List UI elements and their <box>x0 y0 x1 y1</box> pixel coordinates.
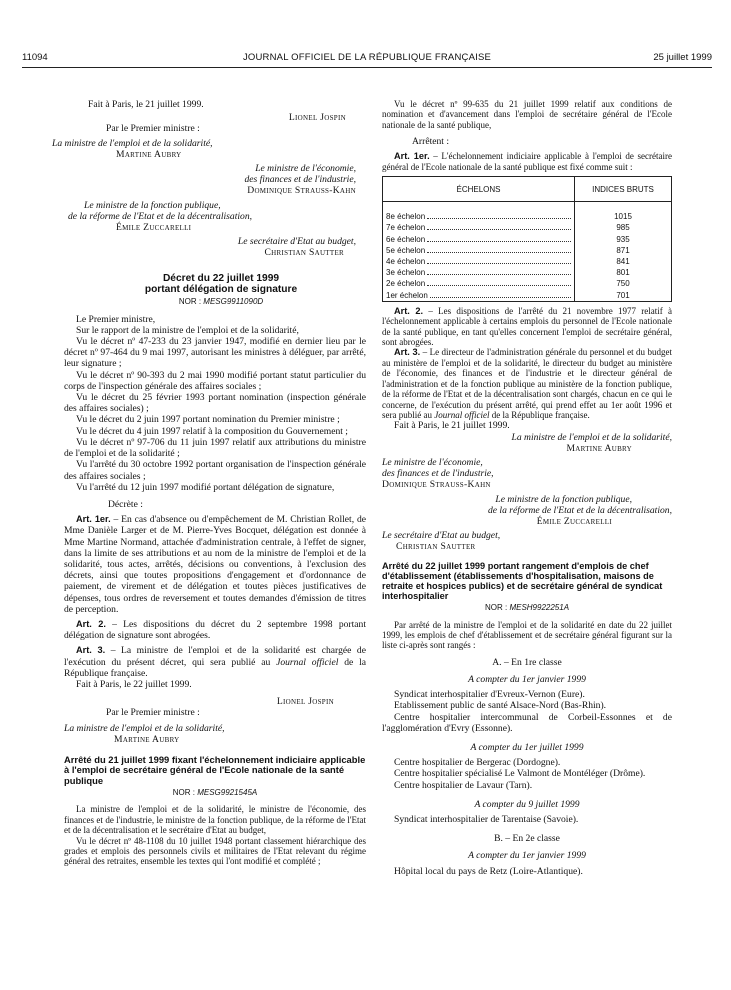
signatory-name: Christian Sautter <box>264 247 344 259</box>
echelon-cell: 6e échelon <box>386 234 426 244</box>
article-text: de la République française. <box>489 409 590 420</box>
issue-date: 25 juillet 1999 <box>653 52 712 63</box>
vu-decret: Vu le décret nº 99-635 du 21 juillet 1999 relatif aux conditions de nomination et d'avancement dans l'emploi de secrétaire général de l'Ecole nationale de la santé publique, <box>382 99 672 130</box>
signature-line: de la réforme de l'Etat et de la décentralisation, <box>487 504 672 516</box>
signature-line: de la réforme de l'Etat et de la décentralisation, <box>68 210 253 222</box>
class-heading: B. – En 2e classe <box>494 833 560 845</box>
arrete-para: La ministre de l'emploi et de la solidarité, le ministre de l'économie, des finances et de l'industrie, le ministre de la fonction publique, de la réforme de l'Etat et de la décentralisation et le secrétaire d'Etat au budget, <box>64 804 366 836</box>
arretent: Arrêtent : <box>412 136 450 148</box>
article-text: – Les dispositions du décret du 2 septembre 1998 portant délégation de signature sont abrogées. <box>64 618 366 642</box>
journal-title: JOURNAL OFFICIEL DE LA RÉPUBLIQUE FRANÇAISE <box>242 52 492 63</box>
effective-date: A compter du 9 juillet 1999 <box>474 798 580 810</box>
list-item: Hôpital local du pays de Retz (Loire-Atlantique). <box>394 865 583 877</box>
article-label: Art. 2. <box>394 305 424 316</box>
signature-line: des finances et de l'industrie, <box>382 468 494 480</box>
signatory-name: Dominique Strauss-Kahn <box>382 479 491 491</box>
decree-para: Vu le décret nº 90-393 du 2 mai 1990 modifié portant statut particulier du corps de l'inspection générale des affaires sociales ; <box>64 369 366 392</box>
table-row <box>383 222 672 233</box>
echelon-cell: 3e échelon <box>386 268 426 278</box>
article-text: – Le directeur de l'administration générale du personnel et du budget au ministère de l'emploi et de la solidarité, le directeur du budget au ministère de l'économie, des finances et de l'industrie et le directeur général de l'administration et de la fonction publique au ministère de la fonction publique, de la réforme de l'Etat et de la décentralisation sont chargés, chacun en ce qui le concerne, de l'exécution du présent arrêté, qui prend effet au 1er août 1996 et sera publié au <box>382 347 672 420</box>
decree-para: Vu l'arrêté du 30 octobre 1992 portant organisation de l'inspection générale des affaires sociales ; <box>64 459 366 482</box>
signatory-name: Dominique Strauss-Kahn <box>247 185 356 197</box>
article-2 <box>382 306 672 348</box>
col-header-echelons: ÉCHELONS <box>383 177 575 202</box>
signature-line: Le secrétaire d'Etat au budget, <box>237 236 356 248</box>
indice-cell: 750 <box>575 278 672 289</box>
decree-para: Vu le décret du 2 juin 1997 portant nomination du Premier ministre ; <box>76 414 340 426</box>
echelon-cell: 5e échelon <box>386 245 426 255</box>
signatory-name: Martine Aubry <box>566 442 632 454</box>
list-item: Centre hospitalier de Bergerac (Dordogne). <box>394 757 561 769</box>
table-row <box>383 202 672 223</box>
nor-reference <box>64 787 366 798</box>
indice-cell: 701 <box>575 290 672 302</box>
signatory-name: Martine Aubry <box>114 733 180 745</box>
right-column <box>382 99 672 877</box>
left-column <box>52 99 366 867</box>
indice-cell: 985 <box>575 222 672 233</box>
signature-line: Par le Premier ministre : <box>106 707 200 719</box>
article-1 <box>64 514 366 615</box>
indice-cell: 801 <box>575 267 672 278</box>
table-row <box>383 234 672 245</box>
article-1 <box>382 151 672 172</box>
decrete: Décrète : <box>108 498 143 510</box>
nor-label: NOR : <box>172 788 195 798</box>
indice-cell: 1015 <box>575 202 672 223</box>
table-row <box>383 245 672 256</box>
signature-line: Le ministre de la fonction publique, <box>495 493 632 505</box>
article-text: de la République française. <box>64 656 366 679</box>
arrete-para: Vu le décret nº 48-1108 du 10 juillet 1948 portant classement hiérarchique des grades et emplois des personnels civils et militaires de l'Etat relevant du régime général des retraites, ensemble les textes qui l'ont modifié et complété ; <box>64 835 366 867</box>
signature-line: des finances et de l'industrie, <box>244 174 356 186</box>
effective-date: A compter du 1er janvier 1999 <box>468 674 586 685</box>
effective-date: A compter du 1er janvier 1999 <box>468 850 586 862</box>
indice-cell: 841 <box>575 256 672 267</box>
article-label: Art. 1er. <box>76 514 111 525</box>
arrete-para: Par arrêté de la ministre de l'emploi et de la solidarité en date du 22 juillet 1999, les emplois de chef d'établissement et de secrétaire général figurant sur la liste ci-après sont rangés : <box>382 619 672 651</box>
decree-para: Vu le décret du 25 février 1993 portant nomination (inspection générale des affaires sociales) ; <box>64 392 366 415</box>
journal-ref: Journal officiel <box>434 409 490 420</box>
nor-code: MESG9921545A <box>197 788 258 798</box>
signature-date: Fait à Paris, le 22 juillet 1999. <box>76 678 192 690</box>
signature-line: Le secrétaire d'Etat au budget, <box>382 530 501 542</box>
decree-title-line: portant délégation de signature <box>144 284 298 296</box>
decree-para: Vu le décret nº 47-233 du 23 janvier 1947, modifié en dernier lieu par le décret nº 97-464 du 9 mai 1997, autorisant les ministres à déléguer, par arrêté, leur signature ; <box>64 336 366 370</box>
class-heading: A. – En 1re classe <box>492 656 562 668</box>
signatory-name: Lionel Jospin <box>288 112 346 124</box>
signature-date: Fait à Paris, le 21 juillet 1999. <box>394 420 510 432</box>
indice-cell: 871 <box>575 245 672 256</box>
list-item: Syndicat interhospitalier d'Evreux-Vernon (Eure). <box>394 689 585 701</box>
nor-code: MESG9911090D <box>203 297 264 307</box>
nor-reference <box>382 602 672 613</box>
echelon-cell: 1er échelon <box>386 290 428 300</box>
signature-line: Le ministre de la fonction publique, <box>84 199 221 211</box>
effective-date: A compter du 1er juillet 1999 <box>470 742 584 754</box>
nor-reference <box>76 296 366 307</box>
decree-para: Le Premier ministre, <box>76 313 156 325</box>
decree-title-line: Décret du 22 juillet 1999 <box>162 272 280 284</box>
signatory-name: Lionel Jospin <box>276 696 334 708</box>
arrete-title: Arrêté du 22 juillet 1999 portant rangement d'emplois de chef d'établissement (établissements d'hospitalisation, maisons de retraite et hospices publics) et de secrétaire général de syndicat interhospitalier <box>382 560 663 602</box>
header-rule <box>22 67 712 68</box>
echelons-table <box>382 176 672 302</box>
col-header-indices: INDICES BRUTS <box>575 177 672 202</box>
article-label: Art. 1er. <box>394 151 430 162</box>
arrete-title: Arrêté du 21 juillet 1999 fixant l'échelonnement indiciaire applicable à l'emploi de secrétaire général de l'Ecole nationale de la santé publique <box>64 753 366 786</box>
signatory-name: Martine Aubry <box>116 148 182 160</box>
article-text: – La ministre de l'emploi et de la solidarité est chargée de l'exécution du présent décret, qui sera publié au <box>64 645 366 668</box>
signatory-name: Christian Sautter <box>396 541 476 553</box>
echelon-cell: 4e échelon <box>386 257 426 267</box>
list-item: Centre hospitalier spécialisé Le Valmont de Montéléger (Drôme). <box>394 768 646 780</box>
list-item: Centre hospitalier intercommunal de Corbeil-Essonnes et de l'agglomération d'Evry (Essonne). <box>382 711 672 734</box>
article-text: – En cas d'absence ou d'empêchement de M. Christian Rollet, de Mme Danièle Larger et de M. Pierre-Yves Bocquet, délégation est donnée à Mme Martine Normand, attachée d'administration centrale, à l'effet de signer, dans la limite de ses attributions et au nom de la ministre de l'emploi et de la solidarité, tous actes, arrêtés, décisions ou conventions, à l'exclusion des décrets, ainsi que toutes propositions d'engagement et d'ordonnance de paiement, de virement et de délégation et toutes pièces justificatives de dépenses, tous ordres de reversement et toutes demandes d'émission de titres de perception. <box>64 514 366 615</box>
table-row <box>383 267 672 278</box>
list-item: Syndicat interhospitalier de Tarentaise (Savoie). <box>394 814 579 826</box>
article-2 <box>64 619 366 641</box>
article-label: Art. 3. <box>76 645 106 656</box>
article-label: Art. 2. <box>76 618 106 629</box>
signature-line: Le ministre de l'économie, <box>255 163 356 175</box>
indice-cell: 935 <box>575 234 672 245</box>
article-text: – L'échelonnement indiciaire applicable à l'emploi de secrétaire général de l'Ecole nationale de la santé publique est fixé comme suit : <box>382 151 672 172</box>
echelon-cell: 7e échelon <box>386 223 426 233</box>
signatory-name: Émile Zuccarelli <box>116 222 192 234</box>
nor-code: MESH9922251A <box>509 603 570 613</box>
signature-line: La ministre de l'emploi et de la solidarité, <box>511 431 672 443</box>
list-item: Centre hospitalier de Lavaur (Tarn). <box>394 779 533 791</box>
decree-para: Sur le rapport de la ministre de l'emploi et de la solidarité, <box>76 324 299 336</box>
signature-date: Fait à Paris, le 21 juillet 1999. <box>88 99 204 110</box>
list-item: Etablissement public de santé Alsace-Nord (Bas-Rhin). <box>394 700 607 712</box>
article-label: Art. 3. <box>394 347 421 358</box>
decree-title <box>76 273 366 296</box>
signature-line: Par le Premier ministre : <box>106 123 200 135</box>
table-row <box>383 278 672 289</box>
table-row <box>383 256 672 267</box>
signature-line: La ministre de l'emploi et de la solidarité, <box>64 722 225 734</box>
page-number: 11094 <box>22 52 48 63</box>
signatory-name: Émile Zuccarelli <box>536 515 612 527</box>
signature-line: Le ministre de l'économie, <box>382 456 483 468</box>
article-3 <box>64 645 366 679</box>
decree-para: Vu l'arrêté du 12 juin 1997 modifié portant délégation de signature, <box>76 481 335 493</box>
nor-label: NOR : <box>484 603 508 613</box>
decree-para: Vu le décret nº 97-706 du 11 juin 1997 relatif aux attributions du ministre de l'emploi et de la solidarité ; <box>64 436 366 460</box>
echelon-cell: 2e échelon <box>386 279 426 289</box>
journal-ref: Journal officiel <box>276 656 339 668</box>
decree-para: Vu le décret du 4 juin 1997 relatif à la composition du Gouvernement ; <box>76 425 348 437</box>
echelon-cell: 8e échelon <box>386 212 426 222</box>
article-text: – Les dispositions de l'arrêté du 21 novembre 1977 relatif à l'échelonnement applicable à certains emplois du personnel de l'Ecole nationale de la santé publique, en tant qu'elles concernent l'emploi de secrétaire général, sont abrogées. <box>382 305 672 348</box>
page-header <box>22 52 712 68</box>
signature-line: La ministre de l'emploi et de la solidarité, <box>52 137 213 149</box>
nor-label: NOR : <box>178 297 202 307</box>
table-row <box>383 290 672 302</box>
article-3 <box>382 347 672 420</box>
